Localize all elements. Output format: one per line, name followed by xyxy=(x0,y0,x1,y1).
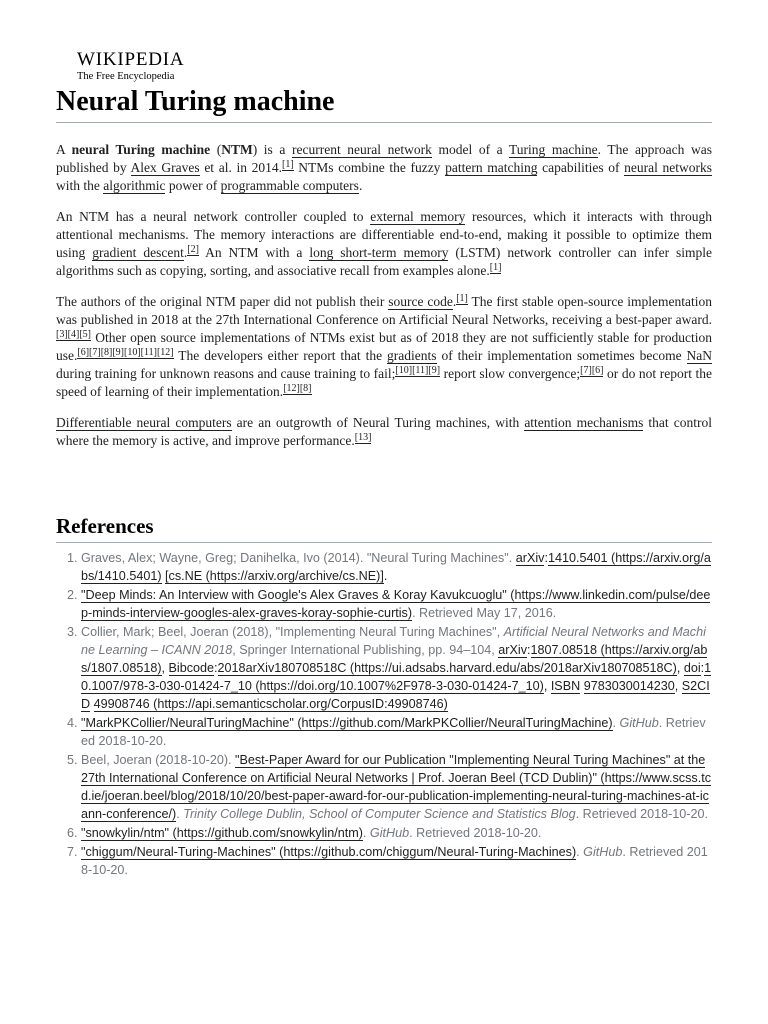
link-arxiv-id[interactable]: 1807.08518 (https://arxiv.org/abs/1807.08518) xyxy=(81,643,708,675)
link-external-memory[interactable]: external memory xyxy=(370,209,466,224)
link-recurrent-neural-network[interactable]: recurrent neural network xyxy=(292,142,432,157)
citation-link[interactable]: [1] xyxy=(281,158,294,170)
publisher: Trinity College Dublin, School of Computer Science and Statistics Blog xyxy=(183,807,576,821)
text: capabilities of xyxy=(537,160,625,175)
link-bibcode[interactable]: Bibcode xyxy=(168,661,215,675)
citation xyxy=(490,262,502,274)
publisher: GitHub xyxy=(619,716,659,730)
bold-term: NTM xyxy=(221,142,253,157)
text: The developers either report that the xyxy=(173,348,388,363)
citation xyxy=(77,347,173,359)
reference-item xyxy=(81,751,712,823)
text: . xyxy=(183,245,188,260)
text: Beel, Joeran (2018-10-20). xyxy=(81,753,236,767)
article-body xyxy=(56,141,712,463)
paragraph-implementations xyxy=(56,293,712,401)
text: , xyxy=(676,661,684,675)
link-alex-graves[interactable]: Alex Graves xyxy=(130,160,200,175)
publisher: GitHub xyxy=(369,826,410,840)
text: . Retrieved 2018-10-20. xyxy=(81,716,706,748)
text: . The approach was published by xyxy=(56,142,713,175)
reference-item xyxy=(81,586,712,622)
link-reference[interactable]: "MarkPKCollier/NeuralTuringMachine" (https://github.com/MarkPKCollier/NeuralTuringMachine) xyxy=(81,716,613,730)
paragraph-architecture xyxy=(56,208,712,280)
text: The first stable open-source implementation was published in 2018 at the 27th International Conference on Artificial Neural Networks, receiving a best-paper award. xyxy=(56,294,713,327)
text: . xyxy=(612,716,620,730)
text: resources, which it interacts with through attentional mechanisms. The memory interactions are differentiable end-to-end, making it possible to optimize them using xyxy=(56,209,712,260)
reference-item xyxy=(81,824,712,842)
link-doi-id[interactable]: 10.1007/978-3-030-01424-7_10 (https://doi.org/10.1007%2F978-3-030-01424-7_10) xyxy=(81,661,712,693)
link-programmable-computers[interactable]: programmable computers xyxy=(220,178,359,193)
citation-link[interactable]: [6][7][8][9][10][11][12] xyxy=(77,346,174,358)
citation-link[interactable]: [12][8] xyxy=(283,382,312,394)
citation xyxy=(282,159,294,171)
citation-link[interactable]: [1] xyxy=(456,292,468,304)
citation-link[interactable]: [10][11][9] xyxy=(395,364,441,376)
paragraph-intro xyxy=(56,141,712,195)
link-isbn-id[interactable]: 9783030014230 xyxy=(583,679,675,693)
link-pattern-matching[interactable]: pattern matching xyxy=(445,160,538,175)
link-gradients[interactable]: gradients xyxy=(387,348,437,363)
text: : xyxy=(700,661,705,675)
text: : xyxy=(527,643,531,657)
link-isbn[interactable]: ISBN xyxy=(550,679,581,693)
text: ) is a xyxy=(252,142,292,157)
text: . xyxy=(452,294,457,309)
text: : xyxy=(214,661,218,675)
link-s2cid[interactable]: S2CID xyxy=(81,679,710,711)
citation-link[interactable]: [1] xyxy=(489,261,502,273)
citation-link[interactable]: [3][4][5] xyxy=(56,328,91,340)
text: An NTM with a xyxy=(198,245,310,260)
reference-item xyxy=(81,843,712,879)
bold-term: neural Turing machine xyxy=(71,142,211,157)
link-bibcode-id[interactable]: 2018arXiv180708518C (https://ui.adsabs.harvard.edu/abs/2018arXiv180708518C) xyxy=(217,661,677,675)
text: Other open source implementations of NTMs exist but as of 2018 they are not sufficiently stable for production use. xyxy=(56,330,712,363)
logo-tagline: The Free Encyclopedia xyxy=(77,71,175,82)
text: model of a xyxy=(431,142,510,157)
text: . Retrieved 2018-10-20. xyxy=(81,845,708,877)
link-reference[interactable]: "Best-Paper Award for our Publication "Implementing Neural Turing Machines" at the 27th International Conference on Artificial Neural Networks | Prof. Joeran Beel (TCD Dublin)" (https://www.scss.tcd.ie/joeran.beel/blog/2018/10/20/best-paper-award-for-our-publication-implementing-neural-turing-machines-at-icann-conference/) xyxy=(81,753,711,821)
link-neural-networks[interactable]: neural networks xyxy=(624,160,712,175)
link-long-short-term-memory[interactable]: long short-term memory xyxy=(309,245,449,260)
link-algorithmic[interactable]: algorithmic xyxy=(103,178,166,193)
citation xyxy=(355,432,372,444)
page-title: Neural Turing machine xyxy=(56,84,712,123)
text: et al. in 2014. xyxy=(199,160,282,175)
text: that control where the memory is active, and improve performance. xyxy=(56,415,712,448)
link-doi[interactable]: doi xyxy=(683,661,701,675)
text: . Retrieved 2018-10-20. xyxy=(575,807,709,821)
text: ( xyxy=(210,142,222,157)
link-s2cid-id[interactable]: 49908746 (https://api.semanticscholar.org/CorpusID:49908746) xyxy=(93,697,448,711)
link-arxiv-category[interactable]: [cs.NE (https://arxiv.org/archive/cs.NE)] xyxy=(165,569,384,583)
reference-item xyxy=(81,623,712,713)
reference-item xyxy=(81,714,712,750)
text: are an outgrowth of Neural Turing machines, with xyxy=(231,415,525,430)
citation-link[interactable]: [2] xyxy=(187,243,199,255)
text: . xyxy=(362,826,370,840)
link-differentiable-neural-computers[interactable]: Differentiable neural computers xyxy=(56,415,232,430)
text: . xyxy=(176,807,184,821)
link-turing-machine[interactable]: Turing machine xyxy=(509,142,598,157)
text: , xyxy=(543,679,551,693)
link-reference[interactable]: "snowkylin/ntm" (https://github.com/snowkylin/ntm) xyxy=(81,826,363,840)
citation-link[interactable]: [7][6] xyxy=(580,364,604,376)
publication-title: Artificial Neural Networks and Machine Learning – ICANN 2018 xyxy=(81,625,706,657)
citation-link[interactable]: [13] xyxy=(354,431,372,443)
text: of their implementation sometimes become xyxy=(436,348,687,363)
text: during training for unknown reasons and cause training to fail; xyxy=(56,366,396,381)
text: A xyxy=(56,142,72,157)
text: . xyxy=(358,178,363,193)
link-reference[interactable]: "Deep Minds: An Interview with Google's Alex Graves & Koray Kavukcuoglu" (https://www.linkedin.com/pulse/deep-minds-interview-googles-alex-graves-koray-sophie-curtis) xyxy=(81,588,711,620)
text: power of xyxy=(165,178,221,193)
link-reference[interactable]: "chiggum/Neural-Turing-Machines" (https://github.com/chiggum/Neural-Turing-Machines) xyxy=(81,845,577,859)
text: : xyxy=(544,551,548,565)
logo-wordmark: WIKIPEDIA xyxy=(77,49,185,70)
text: Graves, Alex; Wayne, Greg; Danihelka, Ivo (2014). "Neural Turing Machines". xyxy=(81,551,516,565)
text: , xyxy=(161,661,169,675)
text: (LSTM) network controller can infer simple algorithms such as copying, sorting, and associative recall from examples alone. xyxy=(56,245,712,278)
link-nan[interactable]: NaN xyxy=(686,348,713,363)
link-arxiv[interactable]: arXiv xyxy=(515,551,545,565)
link-arxiv-id[interactable]: 1410.5401 (https://arxiv.org/abs/1410.5401) xyxy=(81,551,711,583)
citation xyxy=(395,365,440,377)
text: with the xyxy=(56,178,104,193)
text: NTMs combine the fuzzy xyxy=(293,160,446,175)
text: An NTM has a neural network controller coupled to xyxy=(56,209,371,224)
text: The authors of the original NTM paper did not publish their xyxy=(56,294,389,309)
link-source-code[interactable]: source code xyxy=(388,294,453,309)
wikipedia-logo[interactable] xyxy=(77,50,184,83)
paragraph-dnc xyxy=(56,414,712,450)
reference-item xyxy=(81,549,712,585)
text: . Retrieved 2018-10-20. xyxy=(409,826,542,840)
text: report slow convergence; xyxy=(440,366,581,381)
link-attention-mechanisms[interactable]: attention mechanisms xyxy=(524,415,644,430)
citation xyxy=(456,293,468,305)
citation xyxy=(283,383,311,395)
citation xyxy=(187,244,199,256)
publisher: GitHub xyxy=(583,845,623,859)
text: or do not report the speed of learning of their implementation. xyxy=(56,366,712,399)
link-gradient-descent[interactable]: gradient descent xyxy=(92,245,184,260)
citation xyxy=(580,365,603,377)
reference-list xyxy=(56,549,712,880)
references-heading: References xyxy=(56,513,712,543)
text: . xyxy=(383,569,388,583)
text: , xyxy=(674,679,682,693)
text: , Springer International Publishing, pp. 94–104, xyxy=(232,643,499,657)
citation xyxy=(56,329,91,341)
link-arxiv[interactable]: arXiv xyxy=(498,643,527,657)
text: Collier, Mark; Beel, Joeran (2018), "Implementing Neural Turing Machines", xyxy=(81,625,504,639)
text: . xyxy=(576,845,584,859)
text: . Retrieved May 17, 2016. xyxy=(412,606,557,620)
